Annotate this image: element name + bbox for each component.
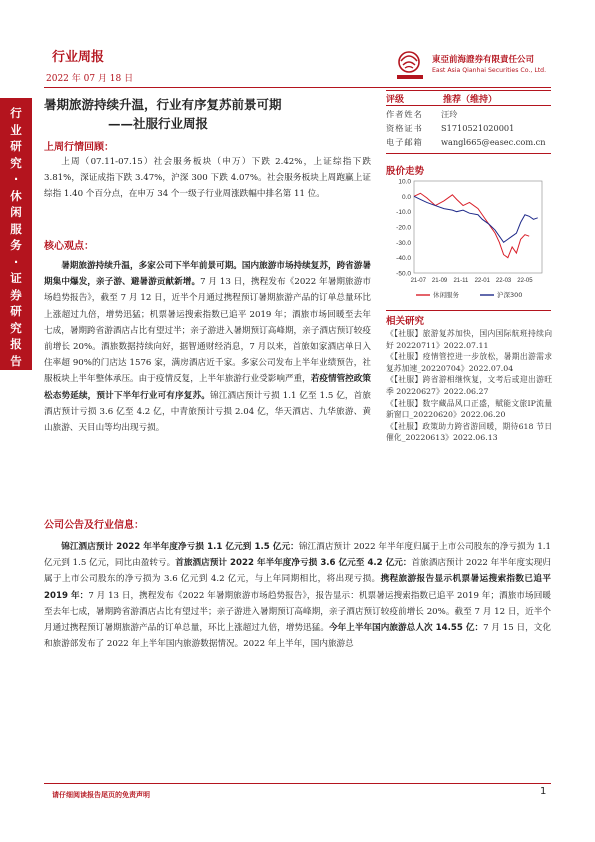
core-text-1: 7 月 13 日，携程发布《2022 年暑期旅游市场趋势报告》，截至 7 月 12 日，近半个月通过携程预订暑期旅游产品的订单总量环比上涨超过九倍，增势迅猛；机票暑运搜索指数已追平 2019 年；酒旅市场回暖至去年七成，暑期跨省游酒店占比有望过半；亲子游进入暑期预订高峰期，亲子酒店预订较疫前增长 20%。酒旅数据持续向好，据智通财经消息，7 月以来，首旅如家酒店单日入住率超 90%的门店达 1576 家，满房酒店近千家。多家公司发布上半年业绩预告，社服板块上半年整体承压。由于疫情反复，上半年旅游行业受影响严重，	[44, 277, 371, 385]
analyst-email-value: wangl665@easec.com.cn	[441, 137, 546, 147]
analyst-row	[386, 123, 551, 134]
ann-bold-2: 首旅酒店预计 2022 年半年度净亏损 3.6 亿元至 4.2 亿元：	[175, 558, 412, 569]
rating-value: 推荐（维持）	[443, 95, 498, 105]
price-chart-heading: 股价走势	[386, 166, 425, 177]
core-text-2: 锦江酒店预计亏损 1.1 亿至 1.5 亿，首旅酒店预计亏损 3.6 亿至 4.2 亿，中青旅预计亏损 2.04 亿，华天酒店、九华旅游、黄山旅游、天目山等均出现亏损。	[44, 390, 371, 434]
related-top-rule	[386, 310, 551, 311]
x-tick-label: 22-01	[474, 278, 490, 284]
analyst-name-value: 汪玲	[441, 109, 458, 119]
analyst-name-label: 作者姓名	[386, 109, 423, 119]
ann-bold-1: 锦江酒店预计 2022 年半年度净亏损 1.1 亿元到 1.5 亿元：	[61, 542, 299, 552]
related-item[interactable]: 《【社服】数字藏品风口正盛，赋能文旅IP流量新窗口_20220620》2022.06.20	[386, 398, 552, 420]
analyst-email-label: 电子邮箱	[386, 137, 423, 147]
ann-bold-4: 今年上半年国内旅游总人次 14.55 亿：	[328, 623, 484, 634]
side-category-text: 行业研究·休闲服务·证券研究报告	[10, 106, 22, 368]
related-item[interactable]: 《【社服】跨省游相继恢复，文考后或迎出游旺季 20220627》2022.06.27	[386, 375, 552, 396]
rating-top-rule	[386, 90, 551, 91]
legend-label: 沪深300	[497, 291, 523, 299]
rating-bottom-rule	[386, 105, 551, 106]
y-tick-label: -10.0	[396, 209, 411, 217]
y-tick-label: -30.0	[396, 239, 411, 247]
analyst-cert-label: 资格证书	[386, 123, 423, 133]
x-tick-label: 22-03	[495, 278, 512, 284]
y-tick-label: -40.0	[396, 255, 411, 263]
analyst-row	[386, 109, 551, 120]
y-tick-label: 0.0	[401, 193, 411, 201]
y-tick-label: -20.0	[396, 224, 411, 232]
related-item[interactable]: 《【社服】政策助力跨省游回暖，期待618 节日催化_20220613》2022.06.13	[386, 421, 552, 443]
series-line-leisure	[414, 193, 529, 257]
review-paragraph: 上周（07.11-07.15）社会服务板块（申万）下跌 2.42%，上证综指下跌 3.81%，深证成指下跌 3.47%，沪深 300 下跌 4.07%。社会服务板块上周跑赢上证综指 1.40 个百分点，在申万 34 个一级子行业周涨跌幅中排名第 11 位。	[44, 157, 371, 200]
ann-bold-3: 携程旅游报告显示机票暑运搜索指数已追平 2019 年：	[44, 574, 551, 601]
core-bold-1: 暑期旅游持续升温，多家公司下半年前景可期。国内旅游市场持续复苏，跨省游暑期集中爆发，亲子游、避暑游贡献新增。	[44, 261, 371, 288]
related-item[interactable]: 《【社服】旅游复苏加快，国内国际航班持续向好 20220711》2022.07.11	[386, 329, 552, 350]
report-subtitle: ——社服行业周报	[108, 116, 209, 131]
core-bold-2: 若疫情管控政策松态势延续，预计下半年行业可有序复苏。	[44, 374, 371, 401]
footer-divider	[44, 783, 551, 784]
report-type: 行业周报	[52, 50, 105, 65]
x-tick-label: 22-05	[517, 278, 533, 284]
related-item[interactable]: 《【社服】疫情管控进一步放松，暑期出游需求复苏加速_20220704》2022.07.04	[386, 352, 552, 373]
legend-label: 休闲服务	[433, 291, 459, 299]
header-divider	[44, 87, 551, 88]
related-heading: 相关研究	[386, 316, 425, 327]
ann-text-4: 7 月 15 日，文化和旅游部发布了 2022 年上半年国内旅游数据情况。2022 年上半年，国内旅游总	[44, 623, 551, 650]
page-number: 1	[540, 786, 547, 797]
analyst-cert-value: S1710521020001	[441, 123, 515, 133]
announcements-heading: 公司公告及行业信息：	[44, 520, 144, 531]
rating-label: 评级	[386, 95, 405, 105]
side-category-tab	[0, 98, 32, 370]
ann-text-2: 首旅酒店预计 2022 年半年度实现归属于上市公司股东的净亏损为 3.6 亿元到 4.2 亿元，与上年同期相比，将出现亏损。	[44, 558, 551, 585]
chart-frame	[414, 181, 542, 273]
core-heading: 核心观点：	[44, 241, 94, 252]
footer-disclaimer: 请仔细阅读报告尾页的免责声明	[52, 791, 150, 799]
ann-text-3: 7 月 13 日，携程发布《2022 年暑期旅游市场趋势报告》，报告显示：机票暑运搜索指数已追平 2019 年；酒旅市场回暖至去年七成，暑期跨省游酒店占比有望过半；亲子游进入暑期预订高峰期，亲子酒店预订较疫前增长 20%。截至 7 月 12 日，近半个月通过携程预订暑期旅游产品的订单总量，环比上涨超过九倍，增势迅猛。	[44, 590, 551, 634]
related-list	[386, 328, 552, 444]
ann-text-1: 锦江酒店预计 2022 年半年度归属于上市公司股东的净亏损为 1.1 亿元到 1.5 亿元，同比由盈转亏。	[44, 542, 552, 569]
x-tick-label: 21-11	[453, 278, 469, 284]
announcements-paragraph	[44, 539, 551, 652]
price-chart	[386, 175, 552, 310]
y-tick-label: 10.0	[398, 178, 411, 186]
core-paragraph	[44, 258, 371, 436]
company-name-cn: 東亞前海證券有限責任公司	[432, 55, 535, 65]
y-tick-label: -50.0	[396, 270, 411, 278]
x-tick-label: 21-09	[431, 278, 448, 284]
report-date: 2022 年 07 月 18 日	[46, 74, 134, 84]
report-title: 暑期旅游持续升温，行业有序复苏前景可期	[44, 97, 282, 112]
x-tick-label: 21-07	[410, 278, 426, 284]
analyst-bottom-rule	[386, 153, 551, 154]
company-name-en: East Asia Qianhai Securities Co., Ltd.	[432, 67, 547, 74]
rating-row	[386, 92, 551, 105]
analyst-row	[386, 137, 551, 148]
review-heading: 上周行情回顾：	[44, 142, 114, 153]
